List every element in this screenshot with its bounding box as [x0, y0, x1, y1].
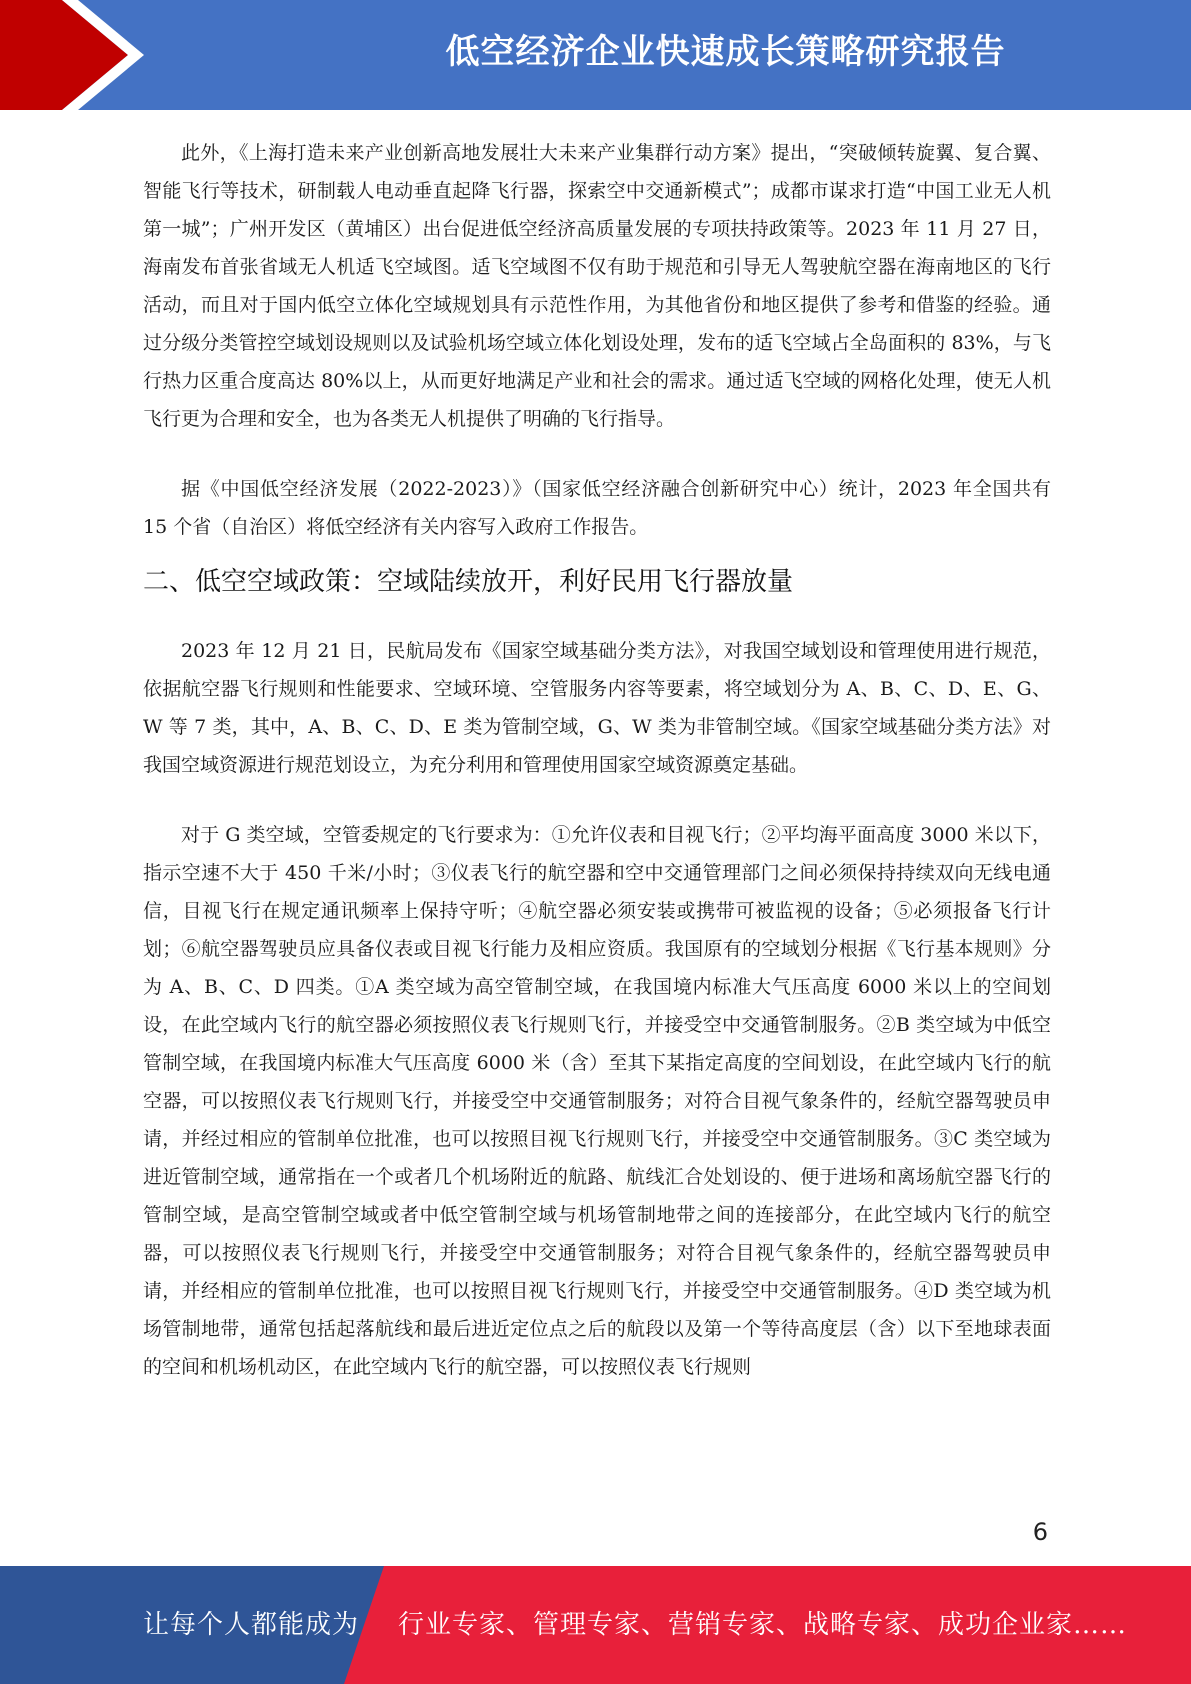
document-body — [143, 134, 1051, 1386]
body-paragraph: 2023 年 12 月 21 日，民航局发布《国家空域基础分类方法》，对我国空域划设和管理使用进行规范，依据航空器飞行规则和性能要求、空域环境、空管服务内容等要素，将空域划分为 A、B、C、D、E、G、W 等 7 类，其中，A、B、C、D、E 类为管制空域，G、W 类为非管制空域。《国家空域基础分类方法》对我国空域资源进行规范划设立，为充分利用和管理使用国家空域资源奠定基础。 — [143, 640, 1051, 776]
body-paragraph: 据《中国低空经济发展（2022-2023）》（国家低空经济融合创新研究中心）统计，2023 年全国共有 15 个省（自治区）将低空经济有关内容写入政府工作报告。 — [143, 478, 1051, 538]
paragraph-spacer — [143, 784, 1051, 816]
paragraph-spacer — [143, 438, 1051, 470]
section-heading: 二、低空空域政策：空域陆续放开，利好民用飞行器放量 — [143, 567, 794, 597]
footer-slogan-roles: 行业专家、管理专家、营销专家、战略专家、成功企业家…… — [398, 1610, 1128, 1640]
report-title: 低空经济企业快速成长策略研究报告 — [445, 32, 1006, 72]
page-number: 6 — [1032, 1518, 1048, 1546]
page-header-banner — [0, 0, 1191, 110]
body-paragraph: 对于 G 类空域，空管委规定的飞行要求为：①允许仪表和目视飞行；②平均海平面高度 3000 米以下，指示空速不大于 450 千米/小时；③仪表飞行的航空器和空中交通管理部门之间必须保持持续双向无线电通信，目视飞行在规定通讯频率上保持守听；④航空器必须安装或携带可被监视的设备；⑤必须报备飞行计划；⑥航空器驾驶员应具备仪表或目视飞行能力及相应资质。我国原有的空域划分根据《飞行基本规则》分为 A、B、C、D 四类。①A 类空域为高空管制空域，在我国境内标准大气压高度 6000 米以上的空间划设，在此空域内飞行的航空器必须按照仪表飞行规则飞行，并接受空中交通管制服务。②B 类空域为中低空管制空域，在我国境内标准大气压高度 6000 米（含）至其下某指定高度的空间划设，在此空域内飞行的航空器，可以按照仪表飞行规则飞行，并接受空中交通管制服务；对符合目视气象条件的，经航空器驾驶员申请，并经过相应的管制单位批准，也可以按照目视飞行规则飞行，并接受空中交通管制服务。③C 类空域为进近管制空域，通常指在一个或者几个机场附近的航路、航线汇合处划设的、便于进场和离场航空器飞行的管制空域，是高空管制空域或者中低空管制空域与机场管制地带之间的连接部分，在此空域内飞行的航空器，可以按照仪表飞行规则飞行，并接受空中交通管制服务；对符合目视气象条件的，经航空器驾驶员申请，并经相应的管制单位批准，也可以按照目视飞行规则飞行，并接受空中交通管制服务。④D 类空域为机场管制地带，通常包括起落航线和最后进近定位点之后的航段以及第一个等待高度层（含）以下至地球表面的空间和机场机动区，在此空域内飞行的航空器，可以按照仪表飞行规则 — [143, 824, 1051, 1378]
body-paragraph: 此外，《上海打造未来产业创新高地发展壮大未来产业集群行动方案》提出，“突破倾转旋翼、复合翼、智能飞行等技术，研制载人电动垂直起降飞行器，探索空中交通新模式”；成都市谋求打造“中国工业无人机第一城”；广州开发区（黄埔区）出台促进低空经济高质量发展的专项扶持政策等。2023 年 11 月 27 日，海南发布首张省域无人机适飞空域图。适飞空域图不仅有助于规范和引导无人驾驶航空器在海南地区的飞行活动，而且对于国内低空立体化空域规划具有示范性作用，为其他省份和地区提供了参考和借鉴的经验。通过分级分类管控空域划设规则以及试验机场空域立体化划设处理，发布的适飞空域占全岛面积的 83%，与飞行热力区重合度高达 80%以上，从而更好地满足产业和社会的需求。通过适飞空域的网格化处理，使无人机飞行更为合理和安全，也为各类无人机提供了明确的飞行指导。 — [143, 142, 1051, 430]
footer-slogan-lead: 让每个人都能成为 — [143, 1610, 360, 1640]
page-footer-banner — [0, 1566, 1191, 1684]
